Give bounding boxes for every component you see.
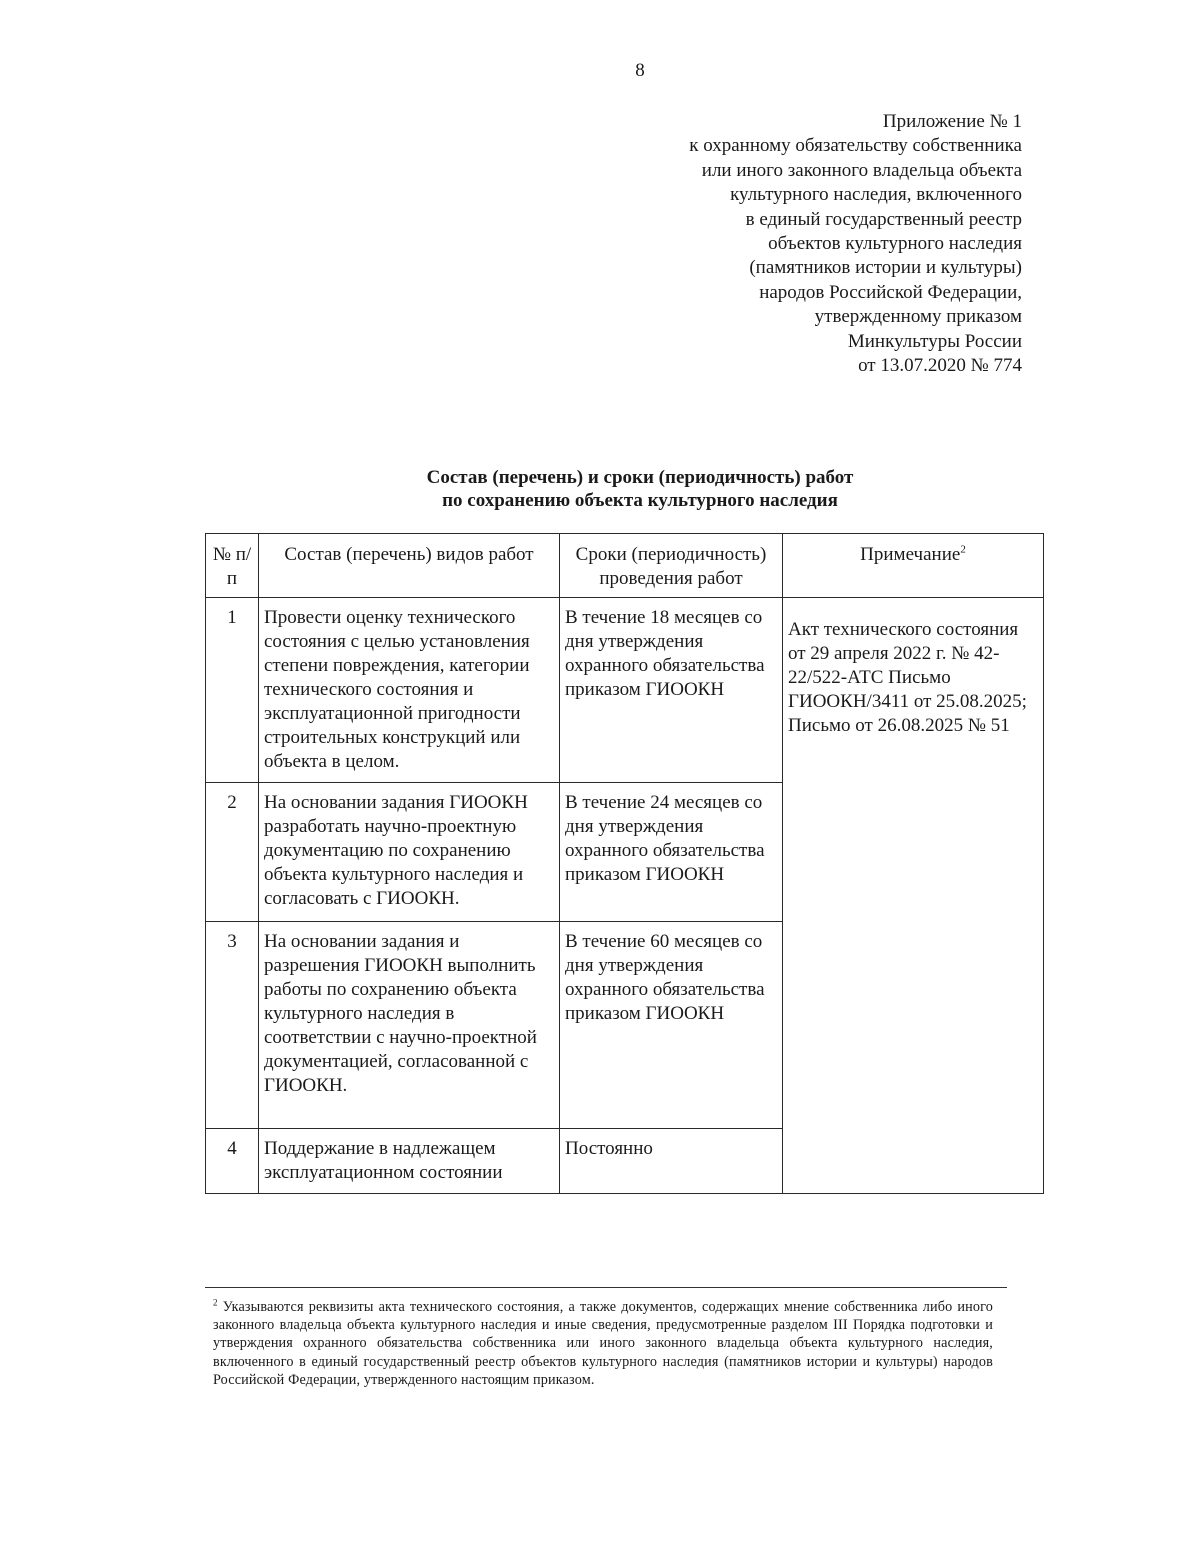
appendix-line: утвержденному приказом xyxy=(814,306,1022,328)
footnote xyxy=(213,1298,993,1389)
appendix-line: от 13.07.2020 № 774 xyxy=(858,355,1022,377)
header-terms: Сроки (периодичность) проведения работ xyxy=(560,534,783,598)
appendix-line: Приложение № 1 xyxy=(882,111,1022,132)
header-note-label: Примечание xyxy=(860,544,961,565)
appendix-header xyxy=(620,110,1022,378)
note-cell: Акт технического состояния от 29 апреля 2022 г. № 42-22/522-АТС Письмо ГИООКН/3411 от 25.08.2025; Письмо от 26.08.2025 № 51 xyxy=(783,598,1044,1194)
footnote-mark: 2 xyxy=(213,1297,218,1308)
row-terms: В течение 18 месяцев со дня утверждения охранного обязательства приказом ГИООКН xyxy=(560,598,783,783)
page-number: 8 xyxy=(635,60,645,81)
row-terms: В течение 24 месяцев со дня утверждения охранного обязательства приказом ГИООКН xyxy=(560,783,783,922)
row-works: На основании задания ГИООКН разработать научно-проектную документацию по сохранению объекта культурного наследия и согласовать с ГИООКН. xyxy=(259,783,560,922)
appendix-line: культурного наследия, включенного xyxy=(730,184,1022,206)
works-table xyxy=(205,533,1044,1194)
header-number: № п/п xyxy=(206,534,259,598)
footnote-separator xyxy=(205,1287,1007,1288)
appendix-line: Минкультуры России xyxy=(847,330,1022,352)
appendix-line: к охранному обязательству собственника xyxy=(689,135,1022,157)
row-terms: В течение 60 месяцев со дня утверждения охранного обязательства приказом ГИООКН xyxy=(560,922,783,1129)
appendix-line: объектов культурного наследия xyxy=(768,233,1022,255)
row-number: 2 xyxy=(206,783,259,922)
footnote-reference: 2 xyxy=(960,543,966,556)
document-title xyxy=(300,466,980,512)
appendix-line: или иного законного владельца объекта xyxy=(701,159,1022,181)
table-header-row xyxy=(206,534,1044,598)
appendix-line: (памятников истории и культуры) xyxy=(749,257,1022,279)
appendix-line: народов Российской Федерации, xyxy=(759,281,1022,303)
row-terms: Постоянно xyxy=(560,1129,783,1194)
row-number: 3 xyxy=(206,922,259,1129)
row-number: 1 xyxy=(206,598,259,783)
header-note xyxy=(783,534,1044,598)
appendix-line: в единый государственный реестр xyxy=(745,208,1022,230)
row-works: Провести оценку технического состояния с целью установления степени повреждения, категории технического состояния и эксплуатационной пригодности строительных конструкций или объекта в целом. xyxy=(259,598,560,783)
title-line-2: по сохранению объекта культурного наследия xyxy=(442,490,838,511)
row-number: 4 xyxy=(206,1129,259,1194)
row-works: На основании задания и разрешения ГИООКН выполнить работы по сохранению объекта культурного наследия в соответствии с научно-проектной документацией, согласованной с ГИООКН. xyxy=(259,922,560,1129)
table-row xyxy=(206,598,1044,783)
footnote-text: Указываются реквизиты акта технического состояния, а также документов, содержащих мнение собственника либо иного законного владельца объекта культурного наследия и иные сведения, предусмотренные разделом III Порядка подготовки и утверждения охранного обязательства собственника или иного законного владельца объекта культурного наследия, включенного в единый государственный реестр объектов культурного наследия (памятников истории и культуры) народов Российской Федерации, утвержденного настоящим приказом. xyxy=(213,1299,993,1388)
title-line-1: Состав (перечень) и сроки (периодичность) работ xyxy=(426,467,854,488)
header-works: Состав (перечень) видов работ xyxy=(259,534,560,598)
row-works: Поддержание в надлежащем эксплуатационном состоянии xyxy=(259,1129,560,1194)
